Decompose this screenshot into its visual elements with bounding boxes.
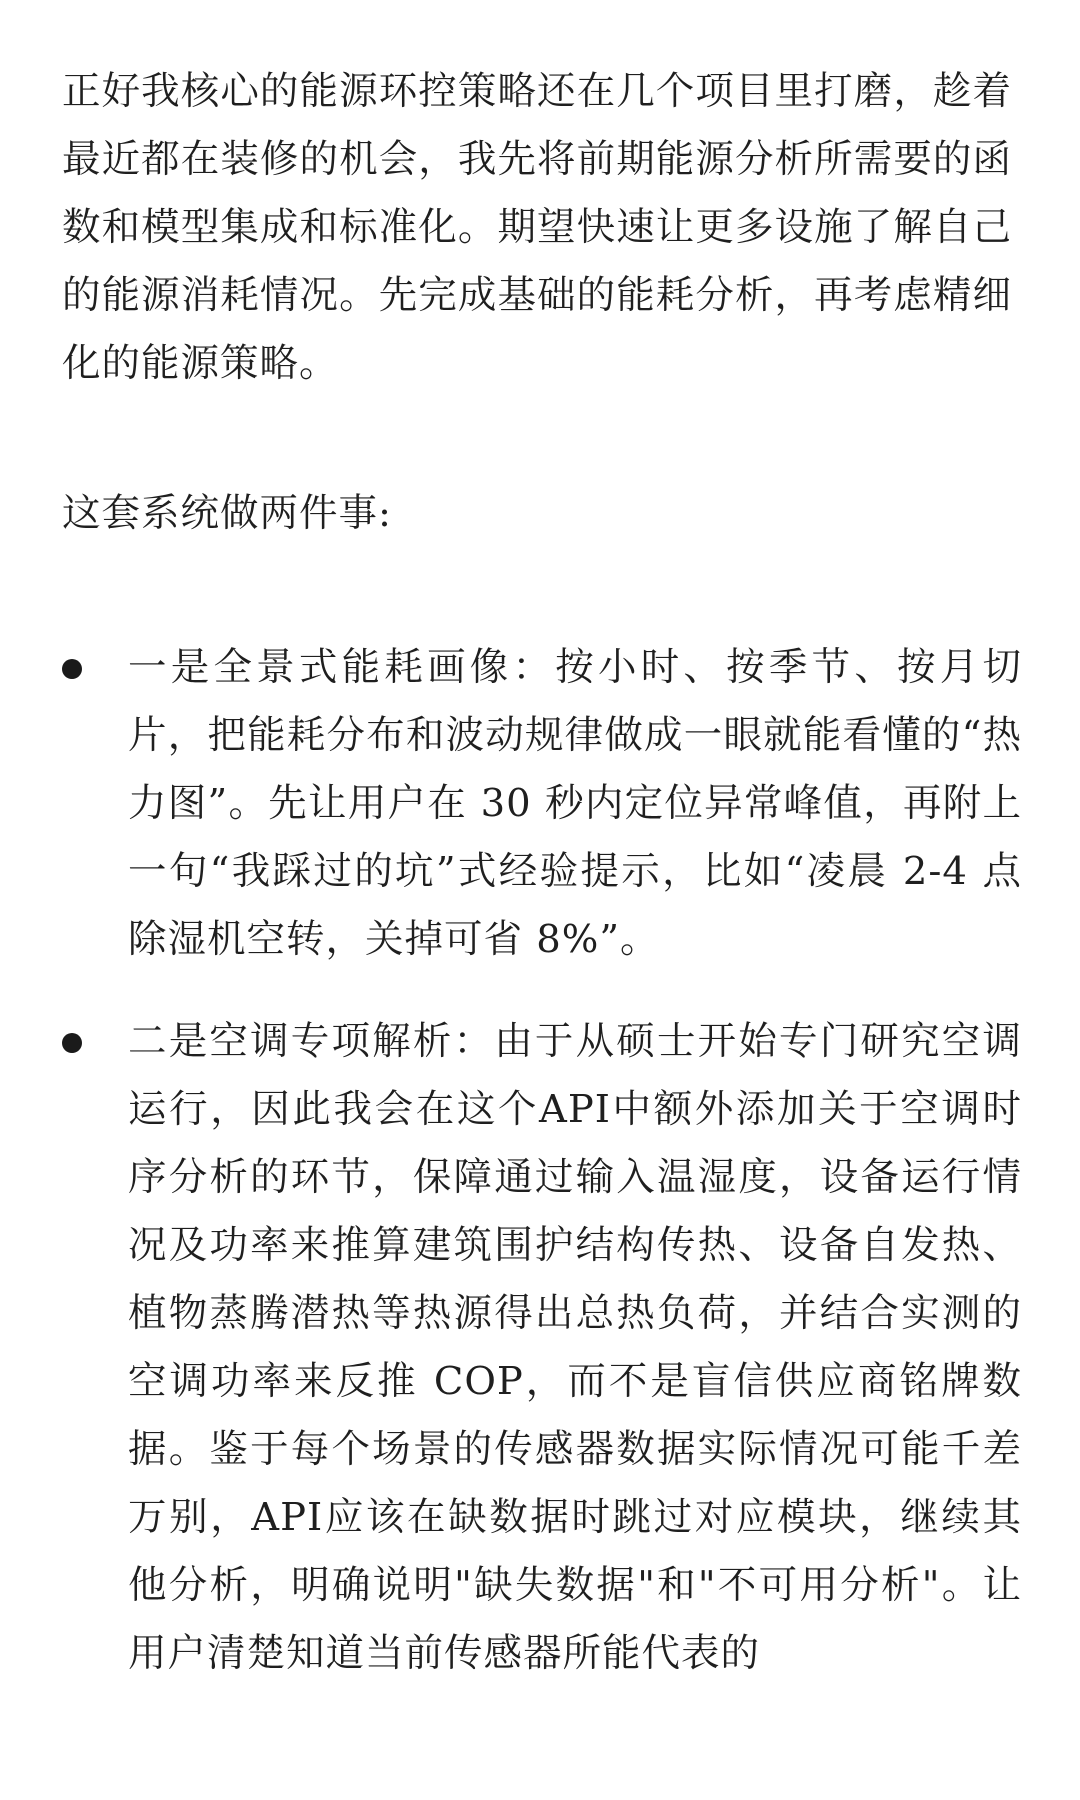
- bullet-dot-icon: [62, 1033, 82, 1053]
- article-body: [62, 58, 1022, 1722]
- bullet-list: [62, 634, 1022, 1688]
- list-item: [62, 634, 1022, 974]
- bullet-text: 二是空调专项解析：由于从硕士开始专门研究空调运行，因此我会在这个API中额外添加关于空调时序分析的环节，保障通过输入温湿度，设备运行情况及功率来推算建筑围护结构传热、设备自发热、植物蒸腾潜热等热源得出总热负荷，并结合实测的空调功率来反推 COP，而不是盲信供应商铭牌数据。鉴于每个场景的传感器数据实际情况可能千差万别，API应该在缺数据时跳过对应模块，继续其他分析，明确说明"缺失数据"和"不可用分析"。让用户清楚知道当前传感器所能代表的: [128, 1019, 1022, 1676]
- bullet-dot-icon: [62, 659, 82, 679]
- bullet-text: 一是全景式能耗画像：按小时、按季节、按月切片，把能耗分布和波动规律做成一眼就能看懂的“热力图”。先让用户在 30 秒内定位异常峰值，再附上一句“我踩过的坑”式经验提示，比如“凌晨 2-4 点除湿机空转，关掉可省 8%”。: [128, 645, 1022, 962]
- intro-paragraph: 正好我核心的能源环控策略还在几个项目里打磨，趁着最近都在装修的机会，我先将前期能源分析所需要的函数和模型集成和标准化。期望快速让更多设施了解自己的能源消耗情况。先完成基础的能耗分析，再考虑精细化的能源策略。: [62, 69, 1012, 386]
- lead-paragraph: 这套系统做两件事:: [62, 491, 392, 536]
- list-item: [62, 1008, 1022, 1688]
